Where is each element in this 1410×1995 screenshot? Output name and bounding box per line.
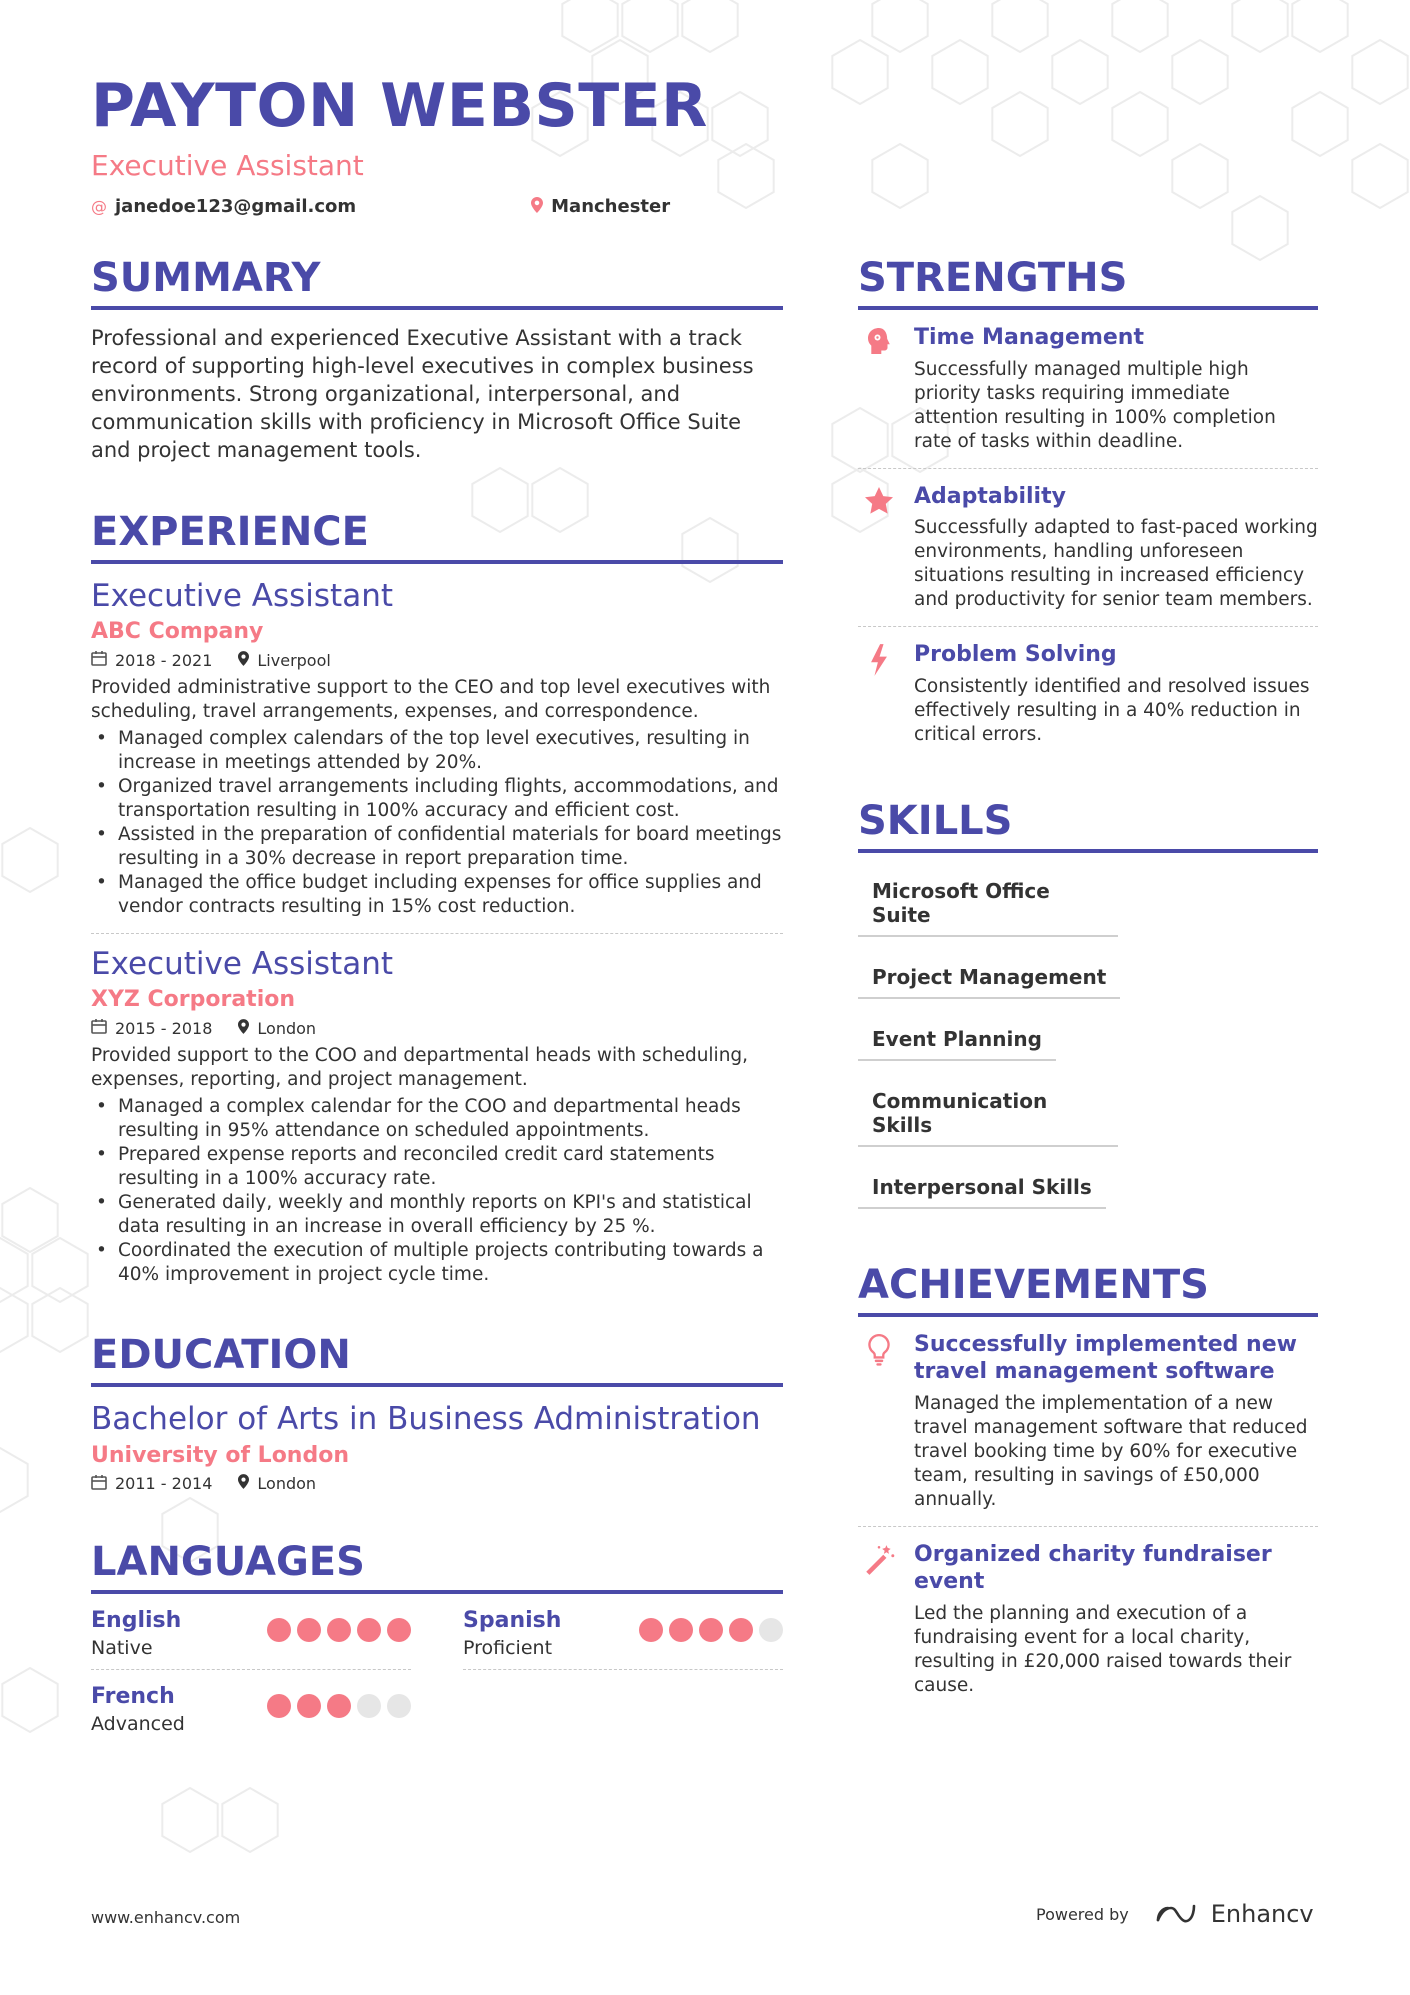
strength-description: Successfully adapted to fast-paced working environments, handling unforeseen situations resulting in increased efficiency and productivity for senior team members.	[914, 517, 1318, 610]
background-hexagon	[1352, 40, 1407, 104]
languages-section	[91, 1538, 783, 1759]
calendar-icon	[91, 1018, 107, 1038]
strength-title: Problem Solving	[914, 642, 1117, 667]
strength-item	[858, 310, 1318, 469]
skill-tag: Project Management	[858, 953, 1120, 999]
language-level: Native	[91, 1636, 153, 1659]
job-description: Provided administrative support to the CEO and top level executives with scheduling, travel arrangements, expenses, and correspondence.	[91, 677, 771, 723]
language-level: Proficient	[463, 1636, 553, 1659]
job-title: Executive Assistant	[91, 946, 394, 983]
background-hexagon	[162, 1788, 217, 1852]
job-bullet: • Organized travel arrangements including flights, accommodations, and transportation resulting in 100% accuracy and efficient cost.	[91, 775, 783, 823]
left-column	[91, 255, 783, 1759]
rating-dot-filled	[267, 1694, 291, 1718]
rating-dot-filled	[669, 1618, 693, 1642]
strength-title: Adaptability	[914, 483, 1066, 509]
skills-heading: SKILLS	[858, 801, 1318, 853]
summary-heading: SUMMARY	[91, 258, 783, 310]
language-item	[91, 1684, 411, 1745]
summary-section	[91, 255, 783, 464]
language-name: English	[91, 1607, 182, 1633]
enhancv-wordmark: Enhancv	[1210, 1900, 1314, 1928]
experience-section	[91, 509, 783, 1287]
email-text: janedoe123@gmail.com	[115, 196, 357, 217]
background-hexagon	[222, 1788, 277, 1852]
map-pin-icon	[238, 651, 249, 670]
background-hexagon	[872, 0, 927, 52]
rating-dot-filled	[327, 1694, 351, 1718]
rating-dot-filled	[357, 1618, 381, 1642]
job-dates: 2015 - 2018	[115, 1018, 213, 1038]
languages-grid	[91, 1608, 783, 1759]
achievements-section	[858, 1261, 1318, 1712]
job-meta	[91, 1018, 783, 1038]
rating-dot-filled	[267, 1618, 291, 1642]
job-bullet: • Coordinated the execution of multiple projects contributing towards a 40% improvement in project cycle time.	[91, 1239, 783, 1287]
rating-dot-filled	[699, 1618, 723, 1642]
lightbulb-icon	[858, 1331, 900, 1512]
background-hexagon	[0, 1288, 28, 1352]
background-hexagon	[622, 0, 677, 52]
location-text: Manchester	[551, 196, 671, 217]
background-hexagon	[2, 828, 57, 892]
company-name: XYZ Corporation	[91, 987, 296, 1013]
skill-tag: Communication Skills	[858, 1077, 1118, 1147]
candidate-name: PAYTON WEBSTER	[91, 71, 708, 141]
experience-item	[91, 946, 783, 1287]
rating-dot-empty	[357, 1694, 381, 1718]
job-location: Liverpool	[257, 650, 331, 670]
job-meta	[91, 650, 783, 670]
star-icon	[858, 483, 900, 613]
email-contact[interactable]	[91, 196, 356, 217]
skills-section	[858, 797, 1318, 1225]
calendar-icon	[91, 650, 107, 670]
map-pin-icon	[531, 197, 543, 217]
education-meta	[91, 1474, 783, 1494]
achievement-item	[858, 1317, 1318, 1527]
achievement-description: Managed the implementation of a new travel management software that reduced travel booking time by 60% for executive team, resulting in savings of £50,000 annually.	[914, 1392, 1308, 1510]
rating-dot-filled	[297, 1694, 321, 1718]
education-dates: 2011 - 2014	[115, 1474, 213, 1494]
footer-website[interactable]: www.enhancv.com	[91, 1908, 241, 1927]
at-icon: @	[91, 197, 107, 216]
strength-item	[858, 469, 1318, 628]
achievement-item	[858, 1527, 1318, 1712]
language-name: French	[91, 1683, 175, 1709]
strength-item	[858, 627, 1318, 761]
background-hexagon	[2, 1188, 57, 1252]
background-hexagon	[992, 0, 1047, 52]
education-location: London	[257, 1474, 317, 1494]
rating-dot-empty	[759, 1618, 783, 1642]
job-dates: 2018 - 2021	[115, 650, 213, 670]
language-rating	[639, 1618, 783, 1642]
language-rating	[267, 1694, 411, 1718]
experience-heading: EXPERIENCE	[91, 512, 783, 564]
rating-dot-filled	[387, 1618, 411, 1642]
divider	[91, 933, 783, 934]
summary-text: Professional and experienced Executive Assistant with a track record of supporting high-level executives in complex business environments. Strong organizational, interpersonal, and communication skills with proficiency in Microsoft Office Suite and project management tools.	[91, 326, 754, 462]
school-name: University of London	[91, 1442, 349, 1468]
footer-branding	[1036, 1900, 1314, 1928]
background-hexagon	[682, 0, 737, 52]
company-name: ABC Company	[91, 619, 264, 645]
location-contact	[531, 196, 670, 217]
language-item	[91, 1608, 411, 1670]
language-level: Advanced	[91, 1712, 185, 1735]
skill-tag: Microsoft Office Suite	[858, 867, 1118, 937]
background-hexagon	[32, 1288, 87, 1352]
rating-dot-filled	[327, 1618, 351, 1642]
background-hexagon	[1352, 144, 1407, 208]
candidate-role: Executive Assistant	[91, 149, 364, 182]
right-column	[858, 255, 1318, 1712]
language-item	[463, 1608, 783, 1670]
rating-dot-filled	[297, 1618, 321, 1642]
brain-icon	[858, 324, 900, 454]
language-name: Spanish	[463, 1607, 562, 1633]
strength-description: Successfully managed multiple high priority tasks requiring immediate attention resulting in 100% completion rate of tasks within deadline.	[914, 358, 1276, 452]
job-bullet: • Generated daily, weekly and monthly reports on KPI's and statistical data resulting in an increase in overall efficiency by 25 %.	[91, 1191, 783, 1239]
achievement-title: Organized charity fundraiser event	[914, 1541, 1272, 1594]
background-hexagon	[562, 0, 617, 52]
skills-list	[858, 867, 1318, 1225]
background-hexagon	[1232, 0, 1287, 52]
achievement-title: Successfully implemented new travel management software	[914, 1331, 1297, 1384]
achievements-heading: ACHIEVEMENTS	[858, 1265, 1318, 1317]
lightning-icon	[858, 641, 900, 747]
education-section	[91, 1332, 783, 1494]
job-location: London	[257, 1018, 317, 1038]
job-description: Provided support to the COO and departmental heads with scheduling, expenses, reporting, and project management.	[91, 1045, 749, 1091]
job-bullet: • Prepared expense reports and reconciled credit card statements resulting in a 100% accuracy rate.	[91, 1143, 783, 1191]
map-pin-icon	[238, 1019, 249, 1038]
achievement-description: Led the planning and execution of a fundraising event for a local charity, resulting in £20,000 raised towards their cause.	[914, 1602, 1292, 1696]
job-bullet: • Assisted in the preparation of confidential materials for board meetings resulting in a 30% decrease in report preparation time.	[91, 823, 783, 871]
strength-description: Consistently identified and resolved issues effectively resulting in a 40% reduction in critical errors.	[914, 675, 1310, 745]
job-bullets	[91, 727, 783, 919]
strength-title: Time Management	[914, 325, 1144, 350]
contact-row	[91, 196, 1291, 217]
resume-header	[91, 72, 1291, 217]
education-heading: EDUCATION	[91, 1335, 783, 1387]
skill-tag: Interpersonal Skills	[858, 1163, 1106, 1209]
job-bullet: • Managed complex calendars of the top level executives, resulting in increase in meetings attended by 20%.	[91, 727, 783, 775]
map-pin-icon	[238, 1474, 249, 1493]
job-bullet: • Managed the office budget including expenses for office supplies and vendor contracts resulting in 15% cost reduction.	[91, 871, 783, 919]
enhancv-logo-icon	[1155, 1902, 1201, 1926]
strengths-section	[858, 255, 1318, 761]
job-bullets	[91, 1095, 783, 1287]
rating-dot-empty	[387, 1694, 411, 1718]
background-hexagon	[0, 1448, 28, 1512]
skill-tag: Event Planning	[858, 1015, 1056, 1061]
experience-item	[91, 578, 783, 934]
background-hexagon	[1112, 0, 1167, 52]
strengths-heading: STRENGTHS	[858, 258, 1318, 310]
magic-wand-icon	[858, 1541, 900, 1698]
powered-by-label: Powered by	[1036, 1904, 1129, 1924]
enhancv-logo[interactable]	[1155, 1900, 1314, 1928]
background-hexagon	[0, 1238, 28, 1302]
job-bullet: • Managed a complex calendar for the COO and departmental heads resulting in 95% attendance on scheduled appointments.	[91, 1095, 783, 1143]
calendar-icon	[91, 1474, 107, 1494]
job-title: Executive Assistant	[91, 578, 394, 614]
background-hexagon	[32, 1238, 87, 1302]
background-hexagon	[2, 1668, 57, 1732]
languages-heading: LANGUAGES	[91, 1542, 783, 1594]
language-rating	[267, 1618, 411, 1642]
background-hexagon	[1292, 92, 1347, 156]
rating-dot-filled	[639, 1618, 663, 1642]
rating-dot-filled	[729, 1618, 753, 1642]
background-hexagon	[1292, 0, 1347, 52]
degree-title: Bachelor of Arts in Business Administration	[91, 1401, 761, 1438]
